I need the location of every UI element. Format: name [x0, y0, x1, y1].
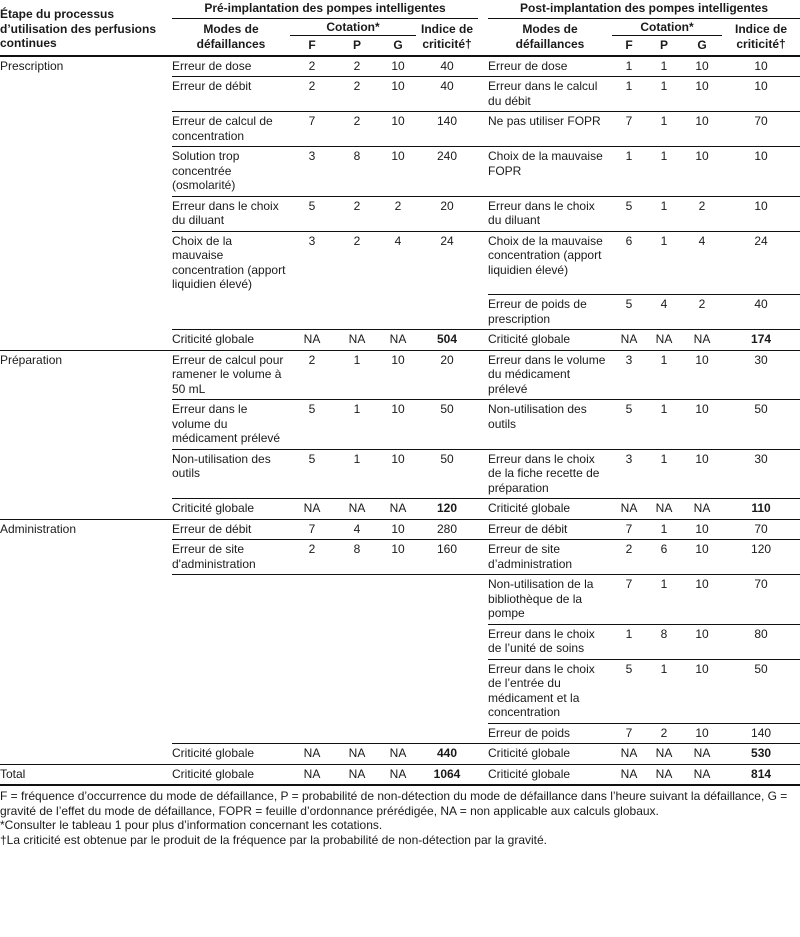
post-f-cell: 5 [612, 295, 646, 330]
column-gap [478, 295, 488, 330]
pre-g-cell: 10 [380, 112, 416, 147]
post-g-cell: 10 [682, 659, 722, 723]
post-g-cell: 10 [682, 449, 722, 499]
pre-f-cell: NA [290, 499, 334, 520]
pre-mode-cell: Erreur de dose [172, 56, 290, 77]
post-mode-cell: Criticité globale [488, 764, 612, 785]
post-p-cell: NA [646, 499, 682, 520]
etape-cell [0, 330, 172, 351]
pre-f-cell: 2 [290, 540, 334, 575]
table-row [0, 624, 800, 659]
pre-mode-cell [172, 624, 290, 659]
header-pre-f: F [290, 36, 334, 56]
column-gap [478, 624, 488, 659]
post-f-cell: 2 [612, 540, 646, 575]
post-p-cell: NA [646, 330, 682, 351]
pre-indice-cell [416, 624, 478, 659]
pre-g-cell: 10 [380, 147, 416, 197]
header-pre-indice: Indice de criticité† [416, 18, 478, 56]
post-f-cell: 1 [612, 77, 646, 112]
table-header [0, 0, 800, 56]
etape-cell [0, 723, 172, 744]
pre-indice-cell: 120 [416, 499, 478, 520]
column-gap [478, 499, 488, 520]
post-g-cell: 10 [682, 77, 722, 112]
pre-mode-cell [172, 575, 290, 625]
post-indice-cell: 110 [722, 499, 800, 520]
post-indice-cell: 530 [722, 744, 800, 765]
post-indice-cell: 140 [722, 723, 800, 744]
pre-f-cell [290, 723, 334, 744]
table-row [0, 540, 800, 575]
pre-f-cell: 3 [290, 147, 334, 197]
column-gap [478, 764, 488, 785]
column-gap [478, 659, 488, 723]
pre-g-cell: NA [380, 330, 416, 351]
post-p-cell: 4 [646, 295, 682, 330]
pre-g-cell: 10 [380, 77, 416, 112]
pre-p-cell: 1 [334, 400, 380, 450]
pre-indice-cell [416, 295, 478, 330]
pre-g-cell: 10 [380, 519, 416, 540]
column-gap [478, 744, 488, 765]
etape-cell [0, 744, 172, 765]
pre-indice-cell: 140 [416, 112, 478, 147]
table-row [0, 147, 800, 197]
post-f-cell: 1 [612, 56, 646, 77]
post-f-cell: 1 [612, 147, 646, 197]
column-gap [478, 723, 488, 744]
etape-cell [0, 540, 172, 575]
column-gap [478, 575, 488, 625]
header-post-f: F [612, 36, 646, 56]
pre-mode-cell: Criticité globale [172, 764, 290, 785]
post-indice-cell: 10 [722, 147, 800, 197]
post-g-cell: NA [682, 330, 722, 351]
post-f-cell: 7 [612, 575, 646, 625]
pre-mode-cell: Erreur de calcul pour ramener le volume à 50 mL [172, 350, 290, 400]
etape-cell: Administration [0, 519, 172, 540]
pre-g-cell: NA [380, 499, 416, 520]
post-g-cell: 10 [682, 624, 722, 659]
pre-p-cell: 2 [334, 196, 380, 231]
table-row [0, 659, 800, 723]
pre-mode-cell: Erreur dans le volume du médicament prélevé [172, 400, 290, 450]
post-p-cell: 1 [646, 77, 682, 112]
etape-cell: Préparation [0, 350, 172, 400]
table-row [0, 295, 800, 330]
pre-p-cell: 2 [334, 56, 380, 77]
table-row [0, 449, 800, 499]
pre-mode-cell: Erreur de site d'administration [172, 540, 290, 575]
etape-cell [0, 624, 172, 659]
pre-p-cell [334, 624, 380, 659]
pre-g-cell: 10 [380, 350, 416, 400]
header-pre-p: P [334, 36, 380, 56]
pre-f-cell: NA [290, 744, 334, 765]
pre-mode-cell: Erreur de calcul de concentration [172, 112, 290, 147]
pre-p-cell: 1 [334, 350, 380, 400]
post-f-cell: 7 [612, 519, 646, 540]
post-indice-cell: 70 [722, 519, 800, 540]
header-etape: Étape du processus d’utilisation des perfusions continues [0, 0, 172, 56]
post-g-cell: NA [682, 499, 722, 520]
pre-indice-cell [416, 575, 478, 625]
post-g-cell: 10 [682, 575, 722, 625]
post-f-cell: 5 [612, 659, 646, 723]
column-gap [478, 77, 488, 112]
post-mode-cell: Erreur de dose [488, 56, 612, 77]
pre-indice-cell: 24 [416, 231, 478, 295]
table-row [0, 112, 800, 147]
post-g-cell: NA [682, 744, 722, 765]
pre-f-cell [290, 659, 334, 723]
pre-g-cell: 4 [380, 231, 416, 295]
post-mode-cell: Erreur de débit [488, 519, 612, 540]
pre-mode-cell: Erreur de débit [172, 519, 290, 540]
post-g-cell: 10 [682, 350, 722, 400]
pre-g-cell [380, 295, 416, 330]
pre-p-cell [334, 659, 380, 723]
post-indice-cell: 10 [722, 196, 800, 231]
pre-indice-cell: 50 [416, 400, 478, 450]
post-p-cell: NA [646, 764, 682, 785]
pre-mode-cell [172, 295, 290, 330]
header-pre-cotation: Cotation* [290, 18, 416, 36]
header-post-cotation: Cotation* [612, 18, 722, 36]
post-p-cell: 1 [646, 196, 682, 231]
post-indice-cell: 10 [722, 77, 800, 112]
post-indice-cell: 50 [722, 400, 800, 450]
post-g-cell: 10 [682, 519, 722, 540]
pre-indice-cell: 280 [416, 519, 478, 540]
post-g-cell: 10 [682, 540, 722, 575]
post-p-cell: 1 [646, 575, 682, 625]
post-indice-cell: 80 [722, 624, 800, 659]
pre-mode-cell: Choix de la mauvaise concentration (apport liquidien élevé) [172, 231, 290, 295]
post-mode-cell: Ne pas utiliser FOPR [488, 112, 612, 147]
pre-indice-cell: 40 [416, 77, 478, 112]
etape-cell [0, 196, 172, 231]
post-p-cell: 8 [646, 624, 682, 659]
pre-f-cell: NA [290, 330, 334, 351]
table-row [0, 196, 800, 231]
pre-p-cell [334, 723, 380, 744]
footnote-asterisk: *Consulter le tableau 1 pour plus d’information concernant les cotations. [0, 818, 383, 832]
pre-f-cell: 7 [290, 519, 334, 540]
footnote-dagger: †La criticité est obtenue par le produit de la fréquence par la probabilité de non-détection par la gravité. [0, 832, 548, 847]
post-indice-cell: 70 [722, 112, 800, 147]
pre-indice-cell [416, 723, 478, 744]
pre-g-cell: 10 [380, 540, 416, 575]
post-mode-cell: Erreur dans le choix de l’entrée du médicament et la concentration [488, 659, 612, 723]
post-mode-cell: Criticité globale [488, 744, 612, 765]
etape-cell [0, 449, 172, 499]
header-post-modes: Modes de défaillances [488, 18, 612, 56]
footnote-abbreviations: F = fréquence d’occurrence du mode de défaillance, P = probabilité de non-détection du mode de défaillance dans l’heure suivant la défaillance, G = gravité de l’effet du mode de défaillance, FOPR = feuille d’ordonnance prérédigée, NA = non applicable aux calculs globaux. [0, 789, 788, 818]
header-pre-modes: Modes de défaillances [172, 18, 290, 56]
pre-g-cell: NA [380, 764, 416, 785]
post-p-cell: 1 [646, 231, 682, 295]
pre-mode-cell: Erreur de débit [172, 77, 290, 112]
post-p-cell: 2 [646, 723, 682, 744]
pre-f-cell: 5 [290, 400, 334, 450]
etape-cell [0, 659, 172, 723]
etape-cell [0, 400, 172, 450]
header-post-g: G [682, 36, 722, 56]
column-gap [478, 449, 488, 499]
pre-p-cell: 1 [334, 449, 380, 499]
post-f-cell: 3 [612, 350, 646, 400]
pre-p-cell: NA [334, 499, 380, 520]
column-gap [478, 519, 488, 540]
column-gap [478, 540, 488, 575]
table-body [0, 56, 800, 786]
etape-cell [0, 575, 172, 625]
pre-p-cell: NA [334, 330, 380, 351]
post-f-cell: 6 [612, 231, 646, 295]
pre-f-cell: 7 [290, 112, 334, 147]
pre-p-cell: 2 [334, 231, 380, 295]
post-p-cell: 1 [646, 449, 682, 499]
pre-g-cell [380, 659, 416, 723]
pre-mode-cell: Criticité globale [172, 499, 290, 520]
post-g-cell: 2 [682, 196, 722, 231]
post-g-cell: 4 [682, 231, 722, 295]
pre-f-cell: 2 [290, 350, 334, 400]
table-row [0, 56, 800, 77]
pre-indice-cell: 50 [416, 449, 478, 499]
footnotes [0, 789, 800, 847]
etape-cell [0, 231, 172, 295]
table-row [0, 764, 800, 785]
post-indice-cell: 50 [722, 659, 800, 723]
post-g-cell: NA [682, 764, 722, 785]
pre-indice-cell: 20 [416, 350, 478, 400]
pre-g-cell: 10 [380, 449, 416, 499]
pre-mode-cell [172, 723, 290, 744]
post-p-cell: 1 [646, 519, 682, 540]
post-f-cell: NA [612, 499, 646, 520]
table-row [0, 575, 800, 625]
post-indice-cell: 30 [722, 350, 800, 400]
post-f-cell: 7 [612, 723, 646, 744]
pre-f-cell: 5 [290, 449, 334, 499]
post-mode-cell: Erreur de poids de prescription [488, 295, 612, 330]
post-indice-cell: 814 [722, 764, 800, 785]
post-indice-cell: 70 [722, 575, 800, 625]
post-mode-cell: Criticité globale [488, 499, 612, 520]
post-p-cell: 6 [646, 540, 682, 575]
pre-f-cell: 5 [290, 196, 334, 231]
pre-f-cell: 2 [290, 56, 334, 77]
header-post-p: P [646, 36, 682, 56]
pre-p-cell [334, 295, 380, 330]
table-row [0, 499, 800, 520]
post-mode-cell: Choix de la mauvaise FOPR [488, 147, 612, 197]
post-p-cell: 1 [646, 400, 682, 450]
table-row [0, 330, 800, 351]
pre-indice-cell: 160 [416, 540, 478, 575]
post-mode-cell: Erreur de poids [488, 723, 612, 744]
header-pre-group: Pré-implantation des pompes intelligentes [172, 0, 478, 18]
post-indice-cell: 40 [722, 295, 800, 330]
pre-f-cell [290, 295, 334, 330]
etape-cell: Total [0, 764, 172, 785]
post-f-cell: 7 [612, 112, 646, 147]
pre-f-cell: 2 [290, 77, 334, 112]
pre-f-cell [290, 624, 334, 659]
header-gap [478, 0, 488, 56]
etape-cell [0, 77, 172, 112]
post-g-cell: 10 [682, 56, 722, 77]
post-p-cell: NA [646, 744, 682, 765]
pre-p-cell [334, 575, 380, 625]
column-gap [478, 112, 488, 147]
pre-mode-cell: Criticité globale [172, 330, 290, 351]
etape-cell [0, 499, 172, 520]
post-mode-cell: Non-utilisation de la bibliothèque de la pompe [488, 575, 612, 625]
column-gap [478, 147, 488, 197]
post-p-cell: 1 [646, 659, 682, 723]
pre-indice-cell [416, 659, 478, 723]
post-f-cell: 3 [612, 449, 646, 499]
pre-g-cell: 2 [380, 196, 416, 231]
pre-indice-cell: 240 [416, 147, 478, 197]
pre-mode-cell: Criticité globale [172, 744, 290, 765]
etape-cell [0, 112, 172, 147]
pre-f-cell: 3 [290, 231, 334, 295]
pre-p-cell: 2 [334, 112, 380, 147]
post-mode-cell: Criticité globale [488, 330, 612, 351]
pre-g-cell [380, 624, 416, 659]
post-g-cell: 2 [682, 295, 722, 330]
post-mode-cell: Erreur dans le choix de l’unité de soins [488, 624, 612, 659]
table-row [0, 723, 800, 744]
column-gap [478, 231, 488, 295]
pre-g-cell: 10 [380, 400, 416, 450]
post-p-cell: 1 [646, 112, 682, 147]
pre-indice-cell: 1064 [416, 764, 478, 785]
header-post-group: Post-implantation des pompes intelligentes [488, 0, 800, 18]
pre-p-cell: NA [334, 764, 380, 785]
pre-mode-cell: Solution trop concentrée (osmolarité) [172, 147, 290, 197]
column-gap [478, 196, 488, 231]
post-mode-cell: Erreur dans le choix du diluant [488, 196, 612, 231]
pre-indice-cell: 504 [416, 330, 478, 351]
etape-cell [0, 295, 172, 330]
pre-indice-cell: 20 [416, 196, 478, 231]
table-row [0, 400, 800, 450]
header-post-indice: Indice de criticité† [722, 18, 800, 56]
pre-p-cell: 2 [334, 77, 380, 112]
pre-indice-cell: 40 [416, 56, 478, 77]
pre-mode-cell: Erreur dans le choix du diluant [172, 196, 290, 231]
post-f-cell: NA [612, 330, 646, 351]
post-p-cell: 1 [646, 350, 682, 400]
pre-g-cell: NA [380, 744, 416, 765]
column-gap [478, 330, 488, 351]
post-indice-cell: 24 [722, 231, 800, 295]
pre-f-cell: NA [290, 764, 334, 785]
etape-cell: Prescription [0, 56, 172, 77]
pre-indice-cell: 440 [416, 744, 478, 765]
table-row [0, 350, 800, 400]
post-indice-cell: 30 [722, 449, 800, 499]
post-f-cell: 5 [612, 400, 646, 450]
post-f-cell: 1 [612, 624, 646, 659]
post-mode-cell: Erreur dans le volume du médicament prélevé [488, 350, 612, 400]
pre-g-cell: 10 [380, 56, 416, 77]
post-p-cell: 1 [646, 147, 682, 197]
table-row [0, 231, 800, 295]
post-g-cell: 10 [682, 112, 722, 147]
pre-mode-cell [172, 659, 290, 723]
pre-p-cell: NA [334, 744, 380, 765]
column-gap [478, 56, 488, 77]
post-f-cell: NA [612, 744, 646, 765]
post-mode-cell: Choix de la mauvaise concentration (apport liquidien élevé) [488, 231, 612, 295]
pre-p-cell: 8 [334, 147, 380, 197]
post-indice-cell: 174 [722, 330, 800, 351]
post-mode-cell: Erreur dans le calcul du débit [488, 77, 612, 112]
post-p-cell: 1 [646, 56, 682, 77]
post-mode-cell: Non-utilisation des outils [488, 400, 612, 450]
post-f-cell: 5 [612, 196, 646, 231]
pre-p-cell: 4 [334, 519, 380, 540]
pre-mode-cell: Non-utilisation des outils [172, 449, 290, 499]
post-mode-cell: Erreur dans le choix de la fiche recette de préparation [488, 449, 612, 499]
table-row [0, 744, 800, 765]
pre-g-cell [380, 575, 416, 625]
table-row [0, 519, 800, 540]
post-mode-cell: Erreur de site d’administration [488, 540, 612, 575]
table-row [0, 77, 800, 112]
post-g-cell: 10 [682, 400, 722, 450]
pre-g-cell [380, 723, 416, 744]
post-g-cell: 10 [682, 147, 722, 197]
etape-cell [0, 147, 172, 197]
pre-f-cell [290, 575, 334, 625]
pre-p-cell: 8 [334, 540, 380, 575]
post-indice-cell: 10 [722, 56, 800, 77]
header-pre-g: G [380, 36, 416, 56]
post-indice-cell: 120 [722, 540, 800, 575]
post-f-cell: NA [612, 764, 646, 785]
column-gap [478, 400, 488, 450]
post-g-cell: 10 [682, 723, 722, 744]
column-gap [478, 350, 488, 400]
